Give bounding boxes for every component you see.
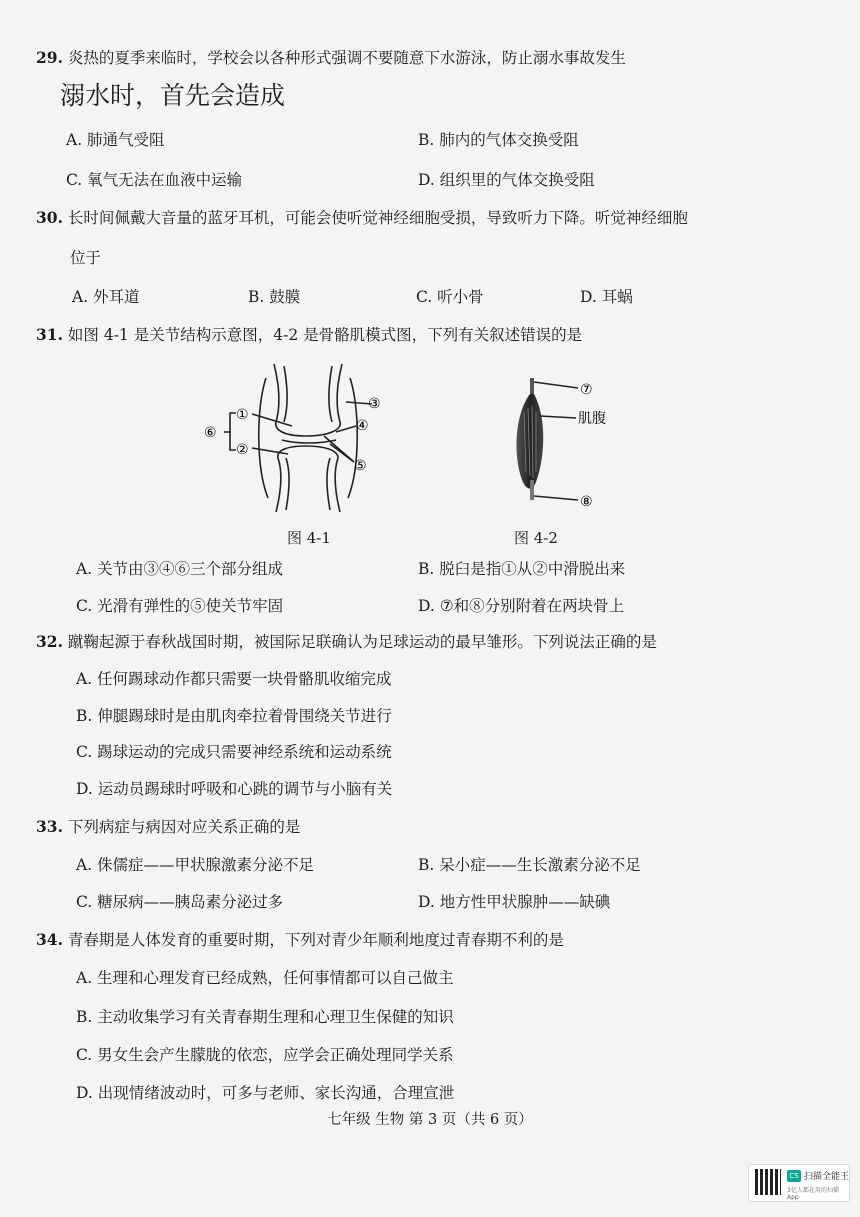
option-d: D. 出现情绪波动时，可多与老师、家长沟通，合理宣泄 — [76, 1084, 455, 1102]
joint-diagram — [196, 358, 386, 518]
scanner-title: 扫描全能王 — [804, 1172, 850, 1182]
joint-cavity-line — [282, 440, 336, 443]
bracket-6 — [224, 413, 236, 450]
question-30 — [36, 206, 688, 228]
option-c: C. 男女生会产生朦胧的依恋，应学会正确处理同学关系 — [76, 1046, 454, 1064]
question-number: 32. — [36, 632, 63, 651]
lower-bone-outline — [276, 446, 340, 512]
question-continuation: 位于 — [70, 249, 102, 267]
leader-2 — [252, 448, 288, 454]
question-text: 蹴鞠起源于春秋战国时期，被国际足联确认为足球运动的最早雏形。下列说法正确的是 — [67, 633, 657, 651]
question-number: 34. — [36, 930, 63, 949]
leader-belly — [540, 416, 576, 418]
label-7: ⑦ — [580, 382, 593, 398]
option-a: A. 肺通气受阻 — [66, 131, 165, 149]
option-a: A. 生理和心理发育已经成熟，任何事情都可以自己做主 — [76, 969, 454, 987]
option-c: C. 光滑有弹性的⑤使关节牢固 — [76, 597, 284, 615]
tendon-bottom — [530, 480, 534, 500]
label-3: ③ — [368, 396, 381, 412]
question-text: 如图 4-1 是关节结构示意图，4-2 是骨骼肌模式图，下列有关叙述错误的是 — [67, 326, 583, 344]
label-1: ① — [236, 407, 249, 423]
joint-capsule — [259, 378, 358, 498]
label-2: ② — [236, 442, 249, 458]
qr-code-icon — [755, 1169, 781, 1195]
question-number: 31. — [36, 325, 63, 344]
option-a: A. 关节由③④⑥三个部分组成 — [76, 560, 284, 578]
tendon-top — [530, 378, 534, 394]
option-c: C. 氧气无法在血液中运输 — [66, 171, 243, 189]
option-b: B. 脱臼是指①从②中滑脱出来 — [418, 560, 626, 578]
lower-bone-inner — [286, 458, 330, 510]
scanner-subtitle: 3亿人都在用的扫描App — [787, 1187, 839, 1201]
label-8: ⑧ — [580, 494, 593, 510]
option-d: D. 地方性甲状腺肿——缺碘 — [418, 893, 611, 911]
option-b: B. 鼓膜 — [248, 288, 301, 306]
question-number: 33. — [36, 817, 63, 836]
question-number: 30. — [36, 208, 63, 227]
option-a: A. 侏儒症——甲状腺激素分泌不足 — [76, 856, 315, 874]
option-a: A. 外耳道 — [72, 288, 140, 306]
figure-caption: 图 4-1 — [287, 529, 331, 547]
option-b: B. 呆小症——生长激素分泌不足 — [418, 856, 641, 874]
scanner-logo-icon: CS — [787, 1170, 801, 1182]
question-number: 29. — [36, 48, 63, 67]
label-4: ④ — [356, 418, 369, 434]
option-a: A. 任何踢球动作都只需要一块骨骼肌收缩完成 — [76, 670, 392, 688]
option-d: D. 组织里的气体交换受阻 — [418, 171, 595, 189]
question-text: 炎热的夏季来临时，学校会以各种形式强调不要随意下水游泳，防止溺水事故发生 — [67, 49, 626, 67]
question-33 — [36, 815, 300, 837]
question-continuation-handwritten: 溺水时，首先会造成 — [60, 81, 286, 110]
skeletal-muscle-diagram — [500, 372, 630, 512]
leader-8 — [534, 496, 578, 500]
question-29 — [36, 46, 626, 68]
option-d: D. 耳蜗 — [580, 288, 633, 306]
option-c: C. 听小骨 — [416, 288, 484, 306]
question-31 — [36, 323, 582, 345]
question-32 — [36, 630, 657, 652]
option-b: B. 肺内的气体交换受阻 — [418, 131, 579, 149]
label-muscle-belly: 肌腹 — [578, 411, 606, 427]
label-5: ⑤ — [354, 458, 367, 474]
option-c: C. 踢球运动的完成只需要神经系统和运动系统 — [76, 743, 392, 761]
question-34 — [36, 928, 564, 950]
option-b: B. 主动收集学习有关青春期生理和心理卫生保健的知识 — [76, 1008, 454, 1026]
page-footer: 七年级 生物 第 3 页（共 6 页） — [327, 1112, 533, 1128]
upper-bone-outline — [274, 364, 342, 436]
leader-7 — [534, 382, 578, 388]
figure-caption: 图 4-2 — [514, 529, 558, 547]
option-c: C. 糖尿病——胰岛素分泌过多 — [76, 893, 284, 911]
option-d: D. ⑦和⑧分别附着在两块骨上 — [418, 597, 625, 615]
question-text: 长时间佩戴大音量的蓝牙耳机，可能会使听觉神经细胞受损，导致听力下降。听觉神经细胞 — [67, 209, 688, 227]
question-text: 下列病症与病因对应关系正确的是 — [67, 818, 301, 836]
option-d: D. 运动员踢球时呼吸和心跳的调节与小脑有关 — [76, 780, 393, 798]
scanner-watermark — [748, 1164, 850, 1202]
label-6: ⑥ — [204, 425, 217, 441]
question-text: 青春期是人体发育的重要时期，下列对青少年顺利地度过青春期不利的是 — [67, 931, 564, 949]
option-b: B. 伸腿踢球时是由肌肉牵拉着骨围绕关节进行 — [76, 707, 392, 725]
upper-bone-inner — [284, 366, 332, 422]
